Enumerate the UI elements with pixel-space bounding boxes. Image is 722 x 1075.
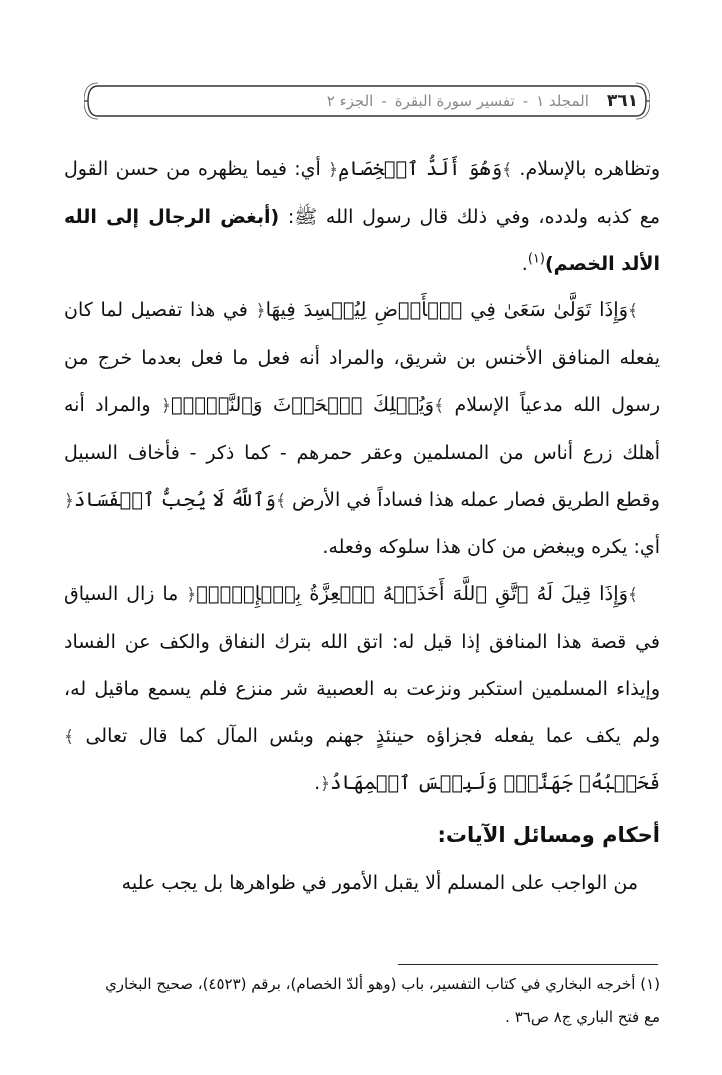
text-run: . xyxy=(521,252,528,275)
quran-bracket-close: ﴿ xyxy=(255,301,266,322)
quran-bracket-close: ﴿ xyxy=(186,585,197,606)
footnote-ref[interactable]: (١) xyxy=(527,251,545,267)
quran-bracket-open: ﴾ xyxy=(628,585,638,606)
paragraph: من الواجب على المسلم ألا يقبل الأمور في ظواهرها بل يجب عليه xyxy=(121,872,638,895)
quran-verse: وَإِذَا قِيلَ لَهُ ٱتَّقِ ٱللَّهَ أَخَذَتۡهُ ٱلۡعِزَّةُ بِٱلۡإِثۡمِۚ xyxy=(196,582,629,606)
quran-verse: وَإِذَا تَوَلَّىٰ سَعَىٰ فِي ٱلۡأَرۡضِ لِيُفۡسِدَ فِيهَا xyxy=(265,298,629,322)
hadith-quote: (أبغض الرجال إلى الله الألد الخصم) xyxy=(64,205,660,275)
quran-verse: وَهُوَ أَلَدُّ ٱلۡخِصَامِ xyxy=(338,157,503,180)
header-separator: - xyxy=(522,92,529,110)
paragraph xyxy=(64,287,660,571)
section-heading: أحكام ومسائل الآيات: xyxy=(437,823,660,848)
paragraph xyxy=(64,146,660,287)
text-run: أي: فيما يظهره من حسن القول مع كذبه ولدده، وفي ذلك قال رسول الله ﷺ: xyxy=(64,158,660,228)
text-run: والمراد أنه أهلك زرع أناس من المسلمين وعقر حمرهم - كما ذكر - فأخاف السبيل وقطع الطريق فصار عمله هذا فساداً في الأرض xyxy=(64,393,660,511)
header-title: تفسير سورة البقرة xyxy=(394,92,515,110)
text-run: وتظاهره بالإسلام. xyxy=(519,158,660,180)
quran-bracket-close: ﴿ xyxy=(320,774,331,795)
header-part: الجزء ٢ xyxy=(326,92,374,110)
quran-bracket-open: ﴾ xyxy=(434,395,445,416)
footnote xyxy=(64,968,660,1034)
quran-bracket-open: ﴾ xyxy=(275,490,286,511)
footnote-line: مع فتح الباري ج٨ ص٣٦ . xyxy=(505,1008,660,1026)
text-run: ما زال السياق في قصة هذا المنافق إذا قيل له: اتق الله بترك النفاق والكف عن الفساد وإيذاء المسلمين استكبر ونزعت به العصبية شر منزع فلم يسمع ماقيل له، ولم يكف عما يفعله فجزاؤه حينئذٍ جهنم وبئس المآل كما قال تعالى xyxy=(64,583,660,747)
quran-bracket-close: ﴿ xyxy=(328,160,339,180)
text-run: . xyxy=(314,772,321,795)
footnote-divider xyxy=(398,964,658,965)
quran-verse: وَٱللَّهُ لَا يُحِبُّ ٱلۡفَسَادَ xyxy=(73,487,276,511)
quran-bracket-close: ﴿ xyxy=(160,395,171,416)
quran-bracket-close: ﴿ xyxy=(64,490,74,511)
quran-verse: فَحَسۡبُهُۥ جَهَنَّمُۖ وَلَبِئۡسَ ٱلۡمِهَادُ xyxy=(330,771,660,795)
running-header xyxy=(96,88,638,114)
header-separator: - xyxy=(381,92,387,110)
page-number: ٣٦١ xyxy=(606,91,638,111)
text-run: في هذا تفصيل لما كان يفعله المنافق الأخنس بن شريق، والمراد أنه فعل ما فعل بعدما خرج من رسول الله مدعياً الإسلام xyxy=(64,299,661,416)
text-run: أي: يكره ويبغض من كان هذا سلوكه وفعله. xyxy=(322,536,660,559)
body-text xyxy=(64,146,660,907)
paragraph xyxy=(64,571,660,808)
quran-bracket-open: ﴾ xyxy=(64,726,74,747)
header-volume: المجلد ١ xyxy=(536,92,589,110)
quran-bracket-open: ﴾ xyxy=(628,301,638,322)
quran-verse: وَيُهۡلِكَ ٱلۡحَرۡثَ وَٱلنَّسۡلَۗ xyxy=(170,392,435,416)
footnote-line: (١) أخرجه البخاري في كتاب التفسير، باب (وهو ألدّ الخصام)، برقم (٤٥٢٣)، صحيح البخاري xyxy=(105,975,660,993)
quran-bracket-open: ﴾ xyxy=(502,160,513,180)
